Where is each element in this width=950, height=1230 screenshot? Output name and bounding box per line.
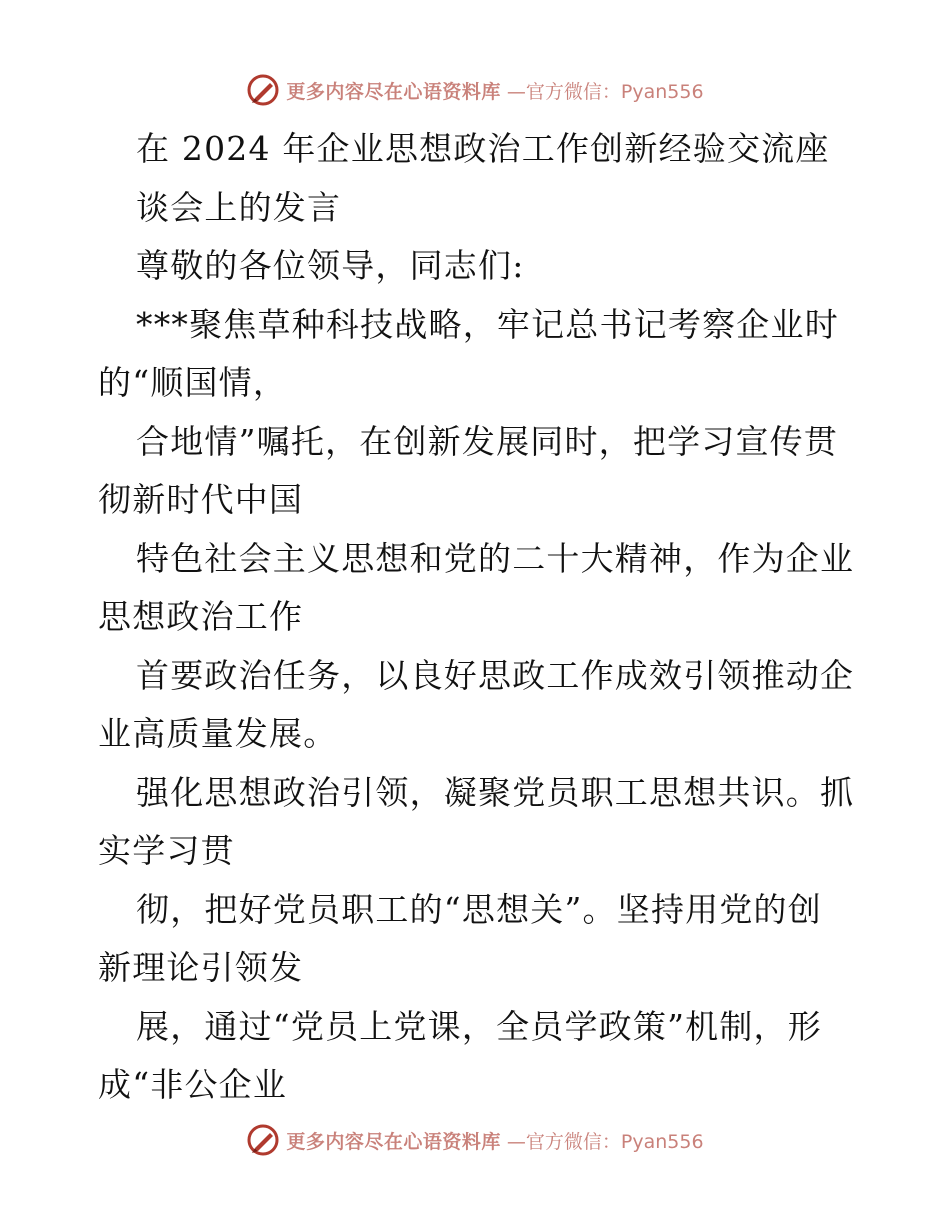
footer-contact-text: —官方微信：Pyan556: [506, 1130, 704, 1153]
header-brand-text: 更多内容尽在心语资料库: [286, 80, 501, 103]
paragraph-line: 合地情”嘱托，在创新发展同时，把学习宣传贯: [136, 421, 839, 461]
paragraph-line: 成“非公企业: [98, 1065, 288, 1104]
title-line-2: 谈会上的发言: [136, 187, 342, 227]
paragraph-line: 彻，把好党员职工的“思想关”。坚持用党的创: [136, 889, 822, 929]
paragraph-line: 彻新时代中国: [98, 480, 304, 519]
paragraph-line: 首要政治任务，以良好思政工作成效引领推动企: [136, 655, 855, 695]
header-watermark: [0, 68, 950, 112]
paragraph-line: 思想政治工作: [98, 597, 304, 636]
paragraph-line: 实学习贯: [98, 831, 235, 870]
title-line-1: 在 2024 年企业思想政治工作创新经验交流座: [136, 129, 830, 168]
paragraph-line: 的“顺国情，: [98, 363, 288, 402]
footer-watermark: [0, 1118, 950, 1162]
pen-logo-icon: [246, 73, 280, 107]
paragraph-line: 业高质量发展。: [98, 714, 338, 753]
footer-brand-text: 更多内容尽在心语资料库: [286, 1130, 501, 1153]
header-contact-text: —官方微信：Pyan556: [506, 80, 704, 103]
document-body: [98, 120, 858, 1115]
paragraph-line: 强化思想政治引领，凝聚党员职工思想共识。抓: [136, 772, 855, 812]
salutation: 尊敬的各位领导，同志们:: [136, 246, 525, 285]
paragraph-line: 展，通过“党员上党课，全员学政策”机制，形: [136, 1006, 822, 1046]
pen-logo-icon: [246, 1123, 280, 1157]
paragraph-line: 特色社会主义思想和党的二十大精神，作为企业: [136, 538, 855, 578]
paragraph-line: 新理论引领发: [98, 948, 304, 987]
paragraph-line: ***聚焦草种科技战略，牢记总书记考察企业时: [136, 304, 839, 344]
